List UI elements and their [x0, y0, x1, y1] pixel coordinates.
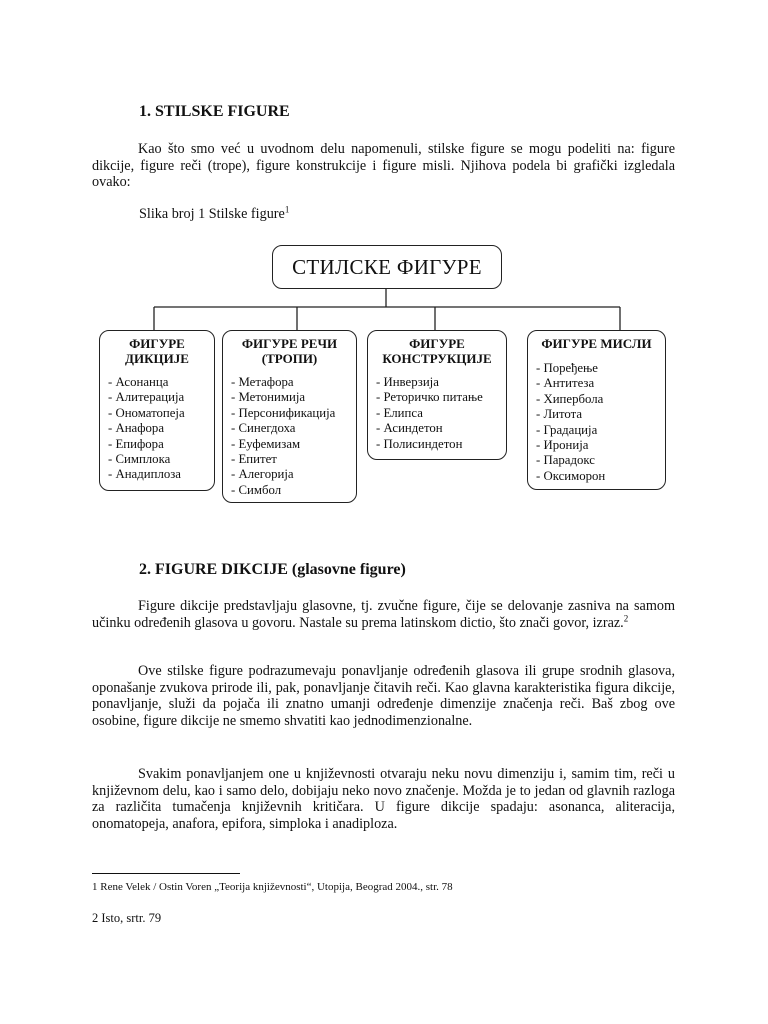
footnote-ref-2: 2: [623, 612, 629, 623]
category-item: - Симбол: [231, 483, 356, 498]
category-item: - Ономатопеја: [108, 406, 214, 421]
category-item: - Иронија: [536, 438, 665, 453]
section1-heading: 1. STILSKE FIGURE: [139, 103, 290, 120]
figure-caption: [139, 206, 289, 223]
footnote-ref-1: 1: [284, 204, 290, 215]
category-title: ФИГУРЕ ДИКЦИЈЕ: [125, 336, 189, 366]
category-item: - Градација: [536, 423, 665, 438]
category-item: - Литота: [536, 407, 665, 422]
category-box-dikcije: [99, 330, 215, 491]
category-items: [223, 375, 356, 498]
category-item: - Елипса: [376, 406, 506, 421]
category-item: - Анадиплоза: [108, 467, 214, 482]
category-item: - Инверзија: [376, 375, 506, 390]
category-items: [100, 375, 214, 483]
section2-heading: 2. FIGURE DIKCIJE (glasovne figure): [139, 561, 406, 578]
category-item: - Асиндетон: [376, 421, 506, 436]
category-items: [528, 361, 665, 484]
section2-paragraph-2-text: Ove stilske figure podrazumevaju ponavljanje određenih glasova ili grupe srodnih glasova, oponašanje zvukova prirode ili, pak, ponavljanje čitavih reči. Kao glavna karakteristika figura dikcije, ponavljanje, služi da pojača ili znatno umanji određenje dimenzije značenja reči. Baš zbog ove osobine, figure dikcije ne smemo shvatiti kao jednodimenzionalne.: [92, 663, 675, 729]
category-box-konstrukcije: [367, 330, 507, 460]
diagram-root-box: [272, 245, 502, 289]
category-item: - Епифора: [108, 437, 214, 452]
category-item: - Метонимија: [231, 390, 356, 405]
category-item: - Реторичко питање: [376, 390, 506, 405]
diagram-root-label: СТИЛСКЕ ФИГУРЕ: [292, 254, 482, 279]
category-items: [368, 375, 506, 452]
footnote-separator: [92, 873, 240, 874]
category-item: - Епитет: [231, 452, 356, 467]
category-item: - Персонификација: [231, 406, 356, 421]
category-item: - Симплока: [108, 452, 214, 467]
section2-paragraph-1-text: Figure dikcije predstavljaju glasovne, tj. zvučne figure, čije se delovanje zasniva na samom učinku određenih glasova u govoru. Nastale su prema latinskom dictio, što znači govor, izraz.: [92, 598, 675, 631]
figure-caption-text: Slika broj 1 Stilske figure: [139, 206, 285, 222]
category-item: - Синегдоха: [231, 421, 356, 436]
category-title: ФИГУРЕ РЕЧИ (ТРОПИ): [241, 336, 338, 366]
category-box-reci: [222, 330, 357, 503]
category-item: - Метафора: [231, 375, 356, 390]
section2-paragraph-3: [92, 766, 675, 832]
stilske-figure-diagram: [95, 245, 670, 505]
section2-paragraph-1: [92, 598, 675, 631]
category-item: - Анафора: [108, 421, 214, 436]
section2-paragraph-2: [92, 663, 675, 729]
footnote-1: 1 Rene Velek / Ostin Voren „Teorija književnosti“, Utopija, Beograd 2004., str. 78: [92, 881, 453, 893]
category-item: - Парадокс: [536, 453, 665, 468]
category-item: - Антитеза: [536, 376, 665, 391]
category-item: - Асонанца: [108, 375, 214, 390]
category-item: - Еуфемизам: [231, 437, 356, 452]
category-title: ФИГУРЕ КОНСТРУКЦИЈЕ: [382, 336, 492, 366]
section1-paragraph-text: Kao što smo već u uvodnom delu napomenuli, stilske figure se mogu podeliti na: figure dikcije, figure reči (trope), figure konstrukcije i figure misli. Njihova podela bi grafički izgledala ovako:: [92, 141, 675, 190]
category-item: - Поређење: [536, 361, 665, 376]
category-item: - Алитерација: [108, 390, 214, 405]
category-item: - Оксиморон: [536, 469, 665, 484]
category-item: - Полисиндетон: [376, 437, 506, 452]
category-box-misli: [527, 330, 666, 490]
footnote-2: 2 Isto, srtr. 79: [92, 911, 162, 925]
section2-paragraph-3-text: Svakim ponavljanjem one u književnosti otvaraju neku novu dimenziju i, samim tim, reči u književnom delu, kao i samo delo, dobijaju neko novo značenje. Možda je to jedan od glavnih razloga za različita tumačenja književnih kritičara. U figure dikcije spadaju: asonanca, aliteracija, onomatopeja, anafora, epifora, simploka i anadiploza.: [92, 766, 675, 832]
section1-paragraph: [92, 141, 675, 191]
category-item: - Алегорија: [231, 467, 356, 482]
category-item: - Хипербола: [536, 392, 665, 407]
category-title: ФИГУРЕ МИСЛИ: [541, 336, 652, 351]
